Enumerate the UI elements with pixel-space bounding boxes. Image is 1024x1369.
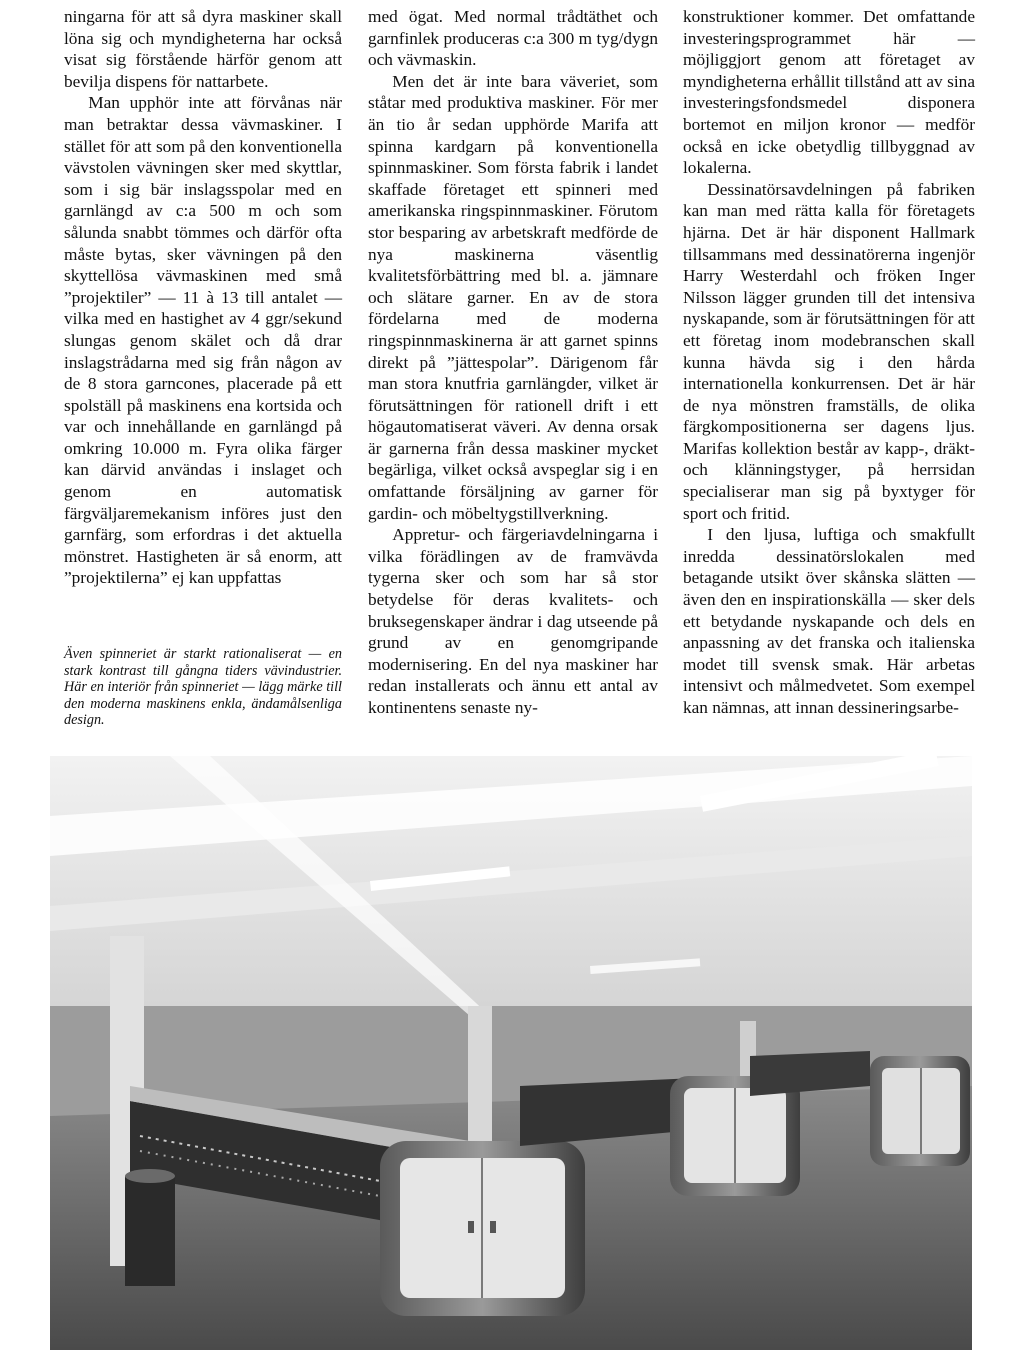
waste-bin [125,1176,175,1286]
spinning-mill-illustration [50,756,972,1350]
paragraph: Man upphör inte att förvånas när man betraktar dessa vävmaskiner. I stället för att som på den konventionella vävstolen vävningen sker med skyttlar, som i sig bär inslagsspolar med en garnlängd av c:a 500 m och som sålunda snabbt tömmes och därför ofta måste bytas, sker vävningen på den skyttellösa vävmaskinen med små ”projektiler” — 11 à 13 till antalet — vilka med en hastighet av 4 ggr/sekund slungas genom skälet och då drar inslagstrådarna med sig från någon av de 8 stora garncones, placerade på ett spolställ på maskinens ena kortsida och var och innehållande en garnlängd på omkring 10.000 m. Fyra olika färger kan därvid användas i inslaget och genom en automatisk färgväljaremekanism införes just den garnfärg, som erfordras i det aktuella mönstret. Hastigheten är så enorm, att ”projektilerna” ej kan uppfattas [64,93,342,588]
article-column-3 [683,6,975,719]
paragraph: konstruktioner kommer. Det omfattande investeringsprogrammet här — möjliggjort genom att företaget av myndigheterna erhållit tillstånd att av sina investeringsfondsmedel disponera bortemot en miljon kronor — medför också en icke obetydlig tillbyggnad av lokalerna. [683,7,975,178]
paragraph: Appretur- och färgeriavdelningarna i vilka förädlingen av de framvävda tygerna sker och som har så stor betydelse för deras kvalitets- och bruksegenskaper ändrar i dag utseende på grund av en genomgripande modernisering. En del nya maskiner har redan installerats och ännu ett antal av kontinentens senaste ny- [368,525,658,717]
article-column-1 [64,6,342,589]
paragraph: I den ljusa, luftiga och smakfullt inredda dessinatörslokalen med betagande utsikt över skånska slätten — även den en inspirationskälla — sker dels ett betydande nyskapande och dels en anpassning av det franska och italienska modet till svensk smak. Här arbetas intensivt och målmedvetet. Som exempel kan nämnas, att innan dessineringsarbe- [683,525,975,717]
paragraph: med ögat. Med normal trådtäthet och garnfinlek produceras c:a 300 m tyg/dygn och vävmaskin. [368,7,658,70]
photo-caption: Även spinneriet är starkt rationaliserat — en stark kontrast till gångna tiders vävindustrier. Här en interiör från spinneriet — lägg märke till den moderna maskinens enkla, ändamålsenliga design. [64,646,342,729]
paragraph: Dessinatörsavdelningen på fabriken kan man med rätta kalla för företagets hjärna. Det är här disponent Hallmark tillsammans med dessinatörerna ingenjör Harry Westerdahl och fröken Inger Nilsson lägger grunden till det intensiva nyskapande, som är förutsättningen för att ett företag inom modebranschen skall kunna hävda sig i den hårda internationella konkurrensen. Det är här de nya mönstren framställs, de olika färgkompositionerna ser dagens ljus. Marifas kollektion består av kapp-, dräkt- och klänningstyger, på herrsidan specialiserar man sig på byxtyger för sport och fritid. [683,179,975,523]
paragraph: Men det är inte bara väveriet, som ståtar med produktiva maskiner. För mer än tio år sedan upphörde Marifa att spinna kardgarn på konventionella spinnmaskiner. Som första fabrik i landet skaffade företaget ett spinneri med amerikanska ringspinnmaskiner. Förutom stor besparing av arbetskraft medförde de nya maskinerna väsentlig kvalitetsförbättring med bl. a. jämnare och slätare garner. En av de stora fördelarna med de moderna ringspinnmaskinerna är att garnet spinns direkt på ”jättespolar”. Därigenom får man stora knutfria garnlängder, vilket är förutsättningen för rationell drift i ett högautomatiserat väveri. Av denna orsak är garnerna från dessa maskiner mycket begärliga, vilket också avspeglar sig i en omfattande försäljning av garner för gardin- och möbeltygstillverkning. [368,71,658,523]
paragraph: ningarna för att så dyra maskiner skall löna sig och myndigheterna har också visat sig förstående härför genom att bevilja dispens för nattarbete. [64,7,342,91]
article-column-2 [368,6,658,719]
spinning-mill-photo [50,756,972,1350]
